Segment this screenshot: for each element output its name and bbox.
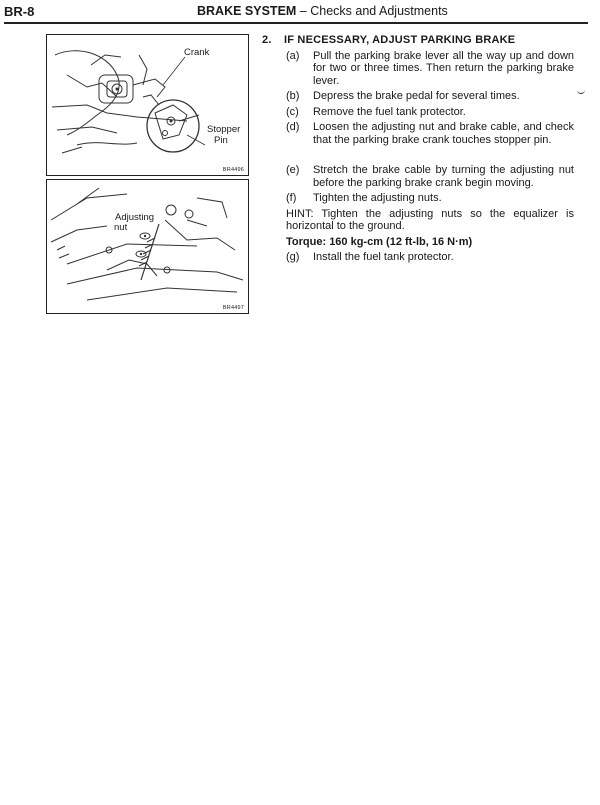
stopper-label: Stopper bbox=[207, 124, 241, 135]
adjusting-label: Adjusting bbox=[115, 212, 155, 223]
step-text: Stretch the brake cable by turning the adjusting nut before the parking brake crank begin moving. bbox=[313, 164, 574, 189]
torque-spec bbox=[262, 236, 574, 249]
step-label: (c) bbox=[286, 105, 299, 118]
section-subtitle: – Checks and Adjustments bbox=[296, 4, 448, 18]
page-title bbox=[197, 4, 448, 18]
step-e bbox=[262, 164, 574, 189]
figure1-code: BR4496 bbox=[222, 167, 244, 173]
spacer bbox=[262, 149, 574, 164]
step-text: Tighten the adjusting nuts. bbox=[313, 192, 442, 204]
step-g bbox=[262, 251, 574, 264]
figure2-code: BR4497 bbox=[222, 305, 244, 311]
procedure-number: 2. bbox=[262, 34, 272, 46]
section-title: BRAKE SYSTEM bbox=[197, 4, 297, 18]
step-label: (f) bbox=[286, 192, 297, 204]
step-label: (d) bbox=[286, 121, 300, 133]
torque-value: 160 kg-cm (12 ft-lb, 16 N·m) bbox=[329, 235, 473, 248]
header-rule bbox=[4, 22, 588, 24]
figure-crank-stopper bbox=[46, 34, 249, 176]
procedure-text bbox=[262, 34, 574, 267]
margin-mark bbox=[577, 88, 585, 94]
step-c bbox=[262, 106, 574, 119]
page-code: BR-8 bbox=[4, 4, 35, 19]
figure-adjusting-nut bbox=[46, 179, 249, 314]
step-text: Pull the parking brake lever all the way up and down for two or three times. Then return the parking brake lever. bbox=[313, 49, 574, 87]
step-a bbox=[262, 50, 574, 88]
step-text: Depress the brake pedal for several times. bbox=[313, 90, 520, 102]
step-label: (b) bbox=[286, 90, 300, 102]
step-label: (e) bbox=[286, 164, 300, 176]
step-label: (g) bbox=[286, 251, 300, 263]
step-f bbox=[262, 192, 574, 205]
step-d bbox=[262, 121, 574, 146]
crank-illustration bbox=[47, 35, 248, 175]
step-text: Install the fuel tank protector. bbox=[313, 251, 454, 263]
torque-label: Torque: bbox=[286, 235, 327, 248]
step-text: Remove the fuel tank protector. bbox=[313, 105, 466, 118]
adjusting-nut-illustration bbox=[47, 180, 248, 313]
procedure-heading bbox=[262, 34, 574, 47]
step-text: Loosen the adjusting nut and brake cable, and check that the parking brake crank touches stopper pin. bbox=[313, 121, 574, 146]
step-b bbox=[262, 90, 574, 103]
hint-note: HINT: Tighten the adjusting nuts so the equalizer is horizontal to the ground. bbox=[286, 207, 574, 232]
step-label: (a) bbox=[286, 49, 300, 62]
nut-label: nut bbox=[114, 222, 128, 233]
procedure-title: IF NECESSARY, ADJUST PARKING BRAKE bbox=[284, 34, 516, 46]
pin-label: Pin bbox=[214, 135, 228, 146]
crank-label: Crank bbox=[184, 47, 210, 58]
